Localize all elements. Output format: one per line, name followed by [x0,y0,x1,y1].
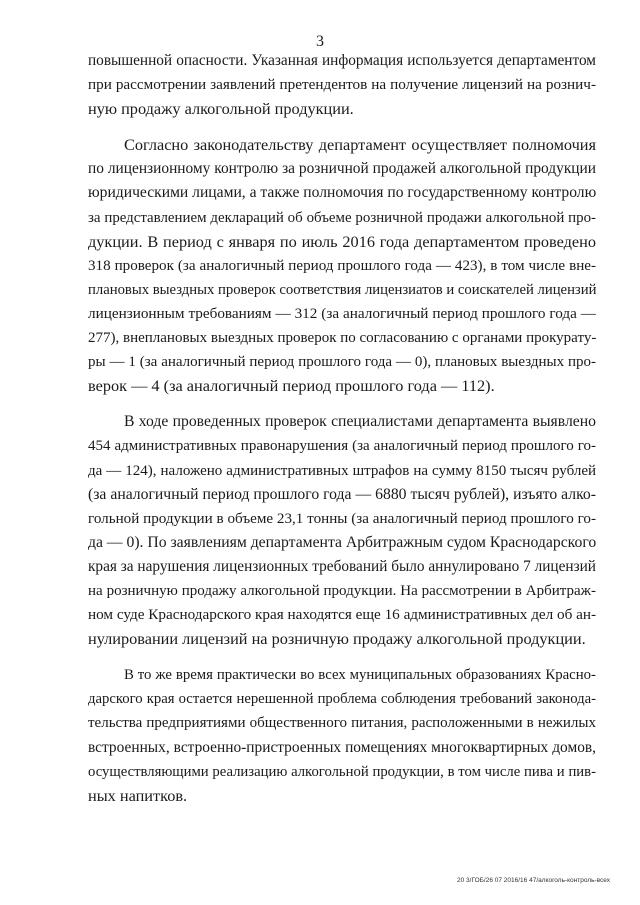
text-line: 454 административных правонарушения (за аналогичный период прошлого го- [88,438,596,455]
text-line: ную продажу алкогольной продукции. [88,99,354,119]
text-line: нулировании лицензий на розничную продажу алкогольной продукции. [88,629,586,649]
text-line: тельства предприятиями общественного питания, расположенными в нежилых [88,715,596,732]
page-number: 3 [316,33,324,50]
text-line: дукции. В период с января по июль 2016 года департаментом проведено [88,231,596,251]
text-line: плановых выездных проверок соответствия лицензиатов и соискателей лицензий [88,281,597,298]
text-line: В ходе проведенных проверок специалистами департамента выявлено [124,413,596,431]
paragraph-2 [88,133,596,398]
paragraph-3 [88,410,596,651]
text-line: юридическими лицами, а также полномочия по государственному контролю [88,184,597,202]
text-line: (за аналогичный период прошлого года — 6880 тысяч рублей), изъято алко- [88,485,596,503]
text-line: гольной продукции в объеме 23,1 тонны (за аналогичный период прошлого го- [88,510,596,527]
text-line: Согласно законодательству департамент осуществляет полномочия [124,135,596,155]
text-line: ных напитков. [88,785,188,805]
text-line: верок — 4 (за аналогичный период прошлого года — 112). [88,376,495,396]
text-line: 277), внеплановых выездных проверок по согласованию с органами прокурату- [88,330,597,347]
text-line: за представлением деклараций об объеме розничной продажи алкогольной про- [88,209,596,226]
document-body [88,49,596,808]
text-line: по лицензионному контролю за розничной продажей алкогольной продукции [88,160,596,178]
text-line: да — 124), наложено административных штрафов на сумму 8150 тысяч рублей [88,462,596,479]
text-line: осуществляющими реализацию алкогольной продукции, в том числе пива и пив- [88,763,596,780]
paragraph-1 [88,49,596,121]
text-line: встроенных, встроенно-пристроенных помещениях многоквартирных домов, [88,738,596,756]
text-line: повышенной опасности. Указанная информация используется департаментом [88,52,596,69]
text-line: края за нарушения лицензионных требований было аннулировано 7 лицензий [88,557,596,575]
text-line: лицензионным требованиям — 312 (за аналогичный период прошлого года — [88,304,596,322]
text-line: при рассмотрении заявлений претендентов на получение лицензий на рознич- [88,76,596,94]
text-line: ры — 1 (за аналогичный период прошлого года — 0), плановых выездных про- [88,354,596,371]
text-line: на розничную продажу алкогольной продукции. На рассмотрении в Арбитраж- [88,582,596,599]
text-line: дарского края остается нерешенной проблема соблюдения требований законода- [88,691,596,708]
text-line: В то же время практически во всех муниципальных образованиях Красно- [124,667,596,684]
text-line: 318 проверок (за аналогичный период прошлого года — 423), в том числе вне- [88,257,596,274]
text-line: да — 0). По заявлениям департамента Арбитражным судом Краснодарского [88,533,597,551]
text-line: ном суде Краснодарского края находятся еще 16 административных дел об ан- [88,606,597,624]
paragraph-4 [88,663,596,808]
footer-document-code: 20 3/ГОБ/26 07 2016/16 47/алкоголь-контроль-всех [456,877,610,884]
